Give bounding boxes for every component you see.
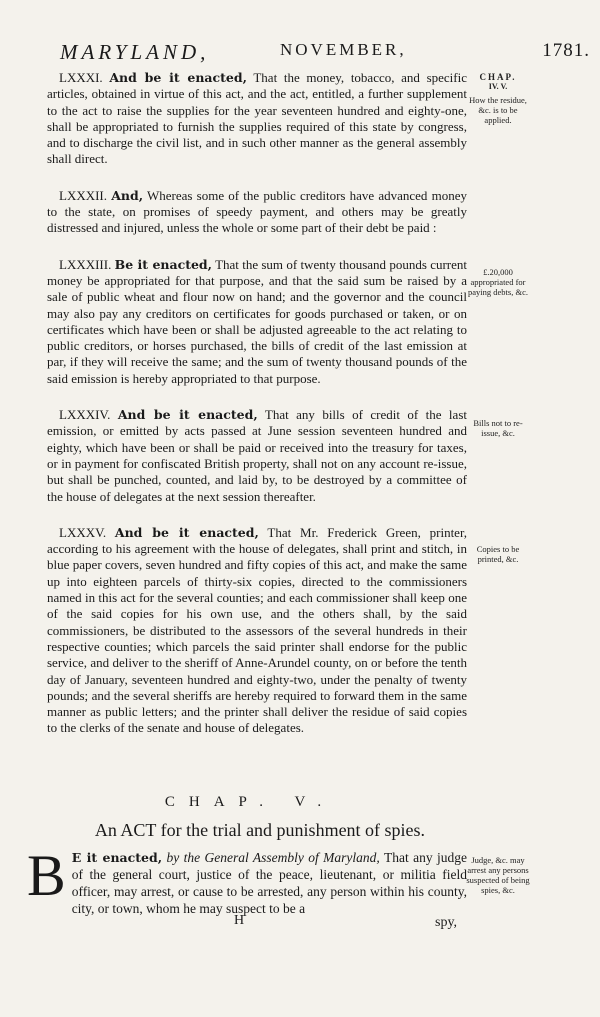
catchword: spy, xyxy=(435,915,458,930)
chapter-heading: CHAP. V. xyxy=(164,794,336,810)
main-text xyxy=(47,70,467,757)
signature-mark: H xyxy=(234,913,245,928)
section-lxxxi xyxy=(47,70,467,168)
opening-text: That any judge of the general court, justice of the peace, lieutenant, or militia field officer, may arrest, or cause to be arrested, any person within his county, city, or town, whom he may suspect to be a xyxy=(71,850,467,916)
section-number: LXXXI. xyxy=(59,70,103,85)
enacting-clause: And be it enacted, xyxy=(114,524,259,540)
margin-note-residue: How the residue, &c. is to be applied. xyxy=(469,95,527,125)
enacting-clause: Be it enacted, xyxy=(114,256,213,272)
section-text: That any bills of credit of the last emission, or emitted by acts passed at June session seventeen hundred and eighty, which have been or shall be paid or received into the treasury for taxes, or in payment for confiscated British property, shall not on any account re-issue, but shall be punched, counted, and laid by, to be destroyed by a committee of the house of delegates at the next session thereafter. xyxy=(47,407,467,504)
page-header xyxy=(60,40,590,70)
margin-chap-label: CHAP. xyxy=(479,72,517,82)
margin-chapter-note xyxy=(466,72,530,125)
section-number: LXXXIV. xyxy=(59,407,111,423)
section-lxxxii xyxy=(47,188,467,237)
section-number: LXXXII. xyxy=(59,187,108,203)
drop-cap: B xyxy=(27,843,66,908)
section-text: That the money, tobacco, and specific articles, obtained in virtue of this act, and the act, entitled, a further supplement to the act to raise the supplies for the year seventeen hundred and eighty-one, shall be appropriated to furnish the supplies required of this state by congress, and to discharge the civil list, and in such other manner as the general assembly shall direct. xyxy=(47,70,467,167)
section-text: That the sum of twenty thousand pounds current money be appropriated for that purpose, and that the said sum be raised by a sale of public wheat and flour now on hand; and the governor and the council may also pay any creditors on certificates for goods purchased or taken, or on certificates which have been or shall be adjusted agreeable to the act relating to public creditors, or horses purchased, the bills of credit of the last emission at par, if they will receive the same; and the sum of twenty thousand pounds of the said emission is hereby appropriated to that purpose. xyxy=(47,256,467,386)
enacting-clause: And be it enacted, xyxy=(109,70,247,85)
margin-note-bills: Bills not to re-issue, &c. xyxy=(473,418,523,438)
running-head: MARYLAND, xyxy=(60,40,210,64)
section-lxxxiv xyxy=(47,407,467,505)
header-year: 1781. xyxy=(542,40,590,61)
section-text: Whereas some of the public creditors have advanced money to the state, on promises of speedy payment, and others may be greatly distressed and injured, unless the whole or some part of their debt be paid : xyxy=(47,187,467,236)
opening-paragraph xyxy=(27,843,467,917)
margin-chap-number: IV. V. xyxy=(488,82,508,91)
section-lxxxv xyxy=(47,525,467,737)
header-month: NOVEMBER, xyxy=(280,40,407,59)
chapter-opening xyxy=(27,843,467,917)
act-title: An ACT for the trial and punishment of spies. xyxy=(94,820,426,840)
enacting-clause: And be it enacted, xyxy=(117,407,258,423)
margin-note-appropriation: £.20,000 appropriated for paying debts, &c. xyxy=(468,267,528,297)
margin-note-copies: Copies to be printed, &c. xyxy=(476,544,520,564)
enacting-clause: E it enacted, xyxy=(71,850,163,865)
enacting-authority: by the General Assembly of Maryland, xyxy=(166,850,380,865)
enacting-clause: And, xyxy=(111,187,144,203)
section-lxxxiii xyxy=(47,257,467,387)
section-text: That Mr. Frederick Green, printer, according to his agreement with the house of delegates, shall print and stitch, in blue paper covers, seven hundred and fifty copies of this act, and make the same up into eighteen parcels of thirty-six copies, directed to the commissioners named in this act for the several counties; and each commissioner shall keep one of the said copies for his own use, and the others shall, by the said commissioners, be distributed to the assessors of the several hundreds in their respective counties; which parcels the said printer shall endorse for the public service, and deliver to the sheriff of Anne-Arundel county, on or before the tenth day of January, seventeen hundred and eighty-two, under the penalty of twenty pounds; and the several sheriffs are hereby required to forward them in the same manner as public letters; and the printer shall deliver the residue of said copies to the clerks of the senate and house of delegates. xyxy=(47,524,468,736)
section-number: LXXXIII. xyxy=(59,256,112,272)
margin-note-judge: Judge, &c. may arrest any persons suspected of being spies, &c. xyxy=(466,855,530,895)
section-number: LXXXV. xyxy=(59,524,107,540)
